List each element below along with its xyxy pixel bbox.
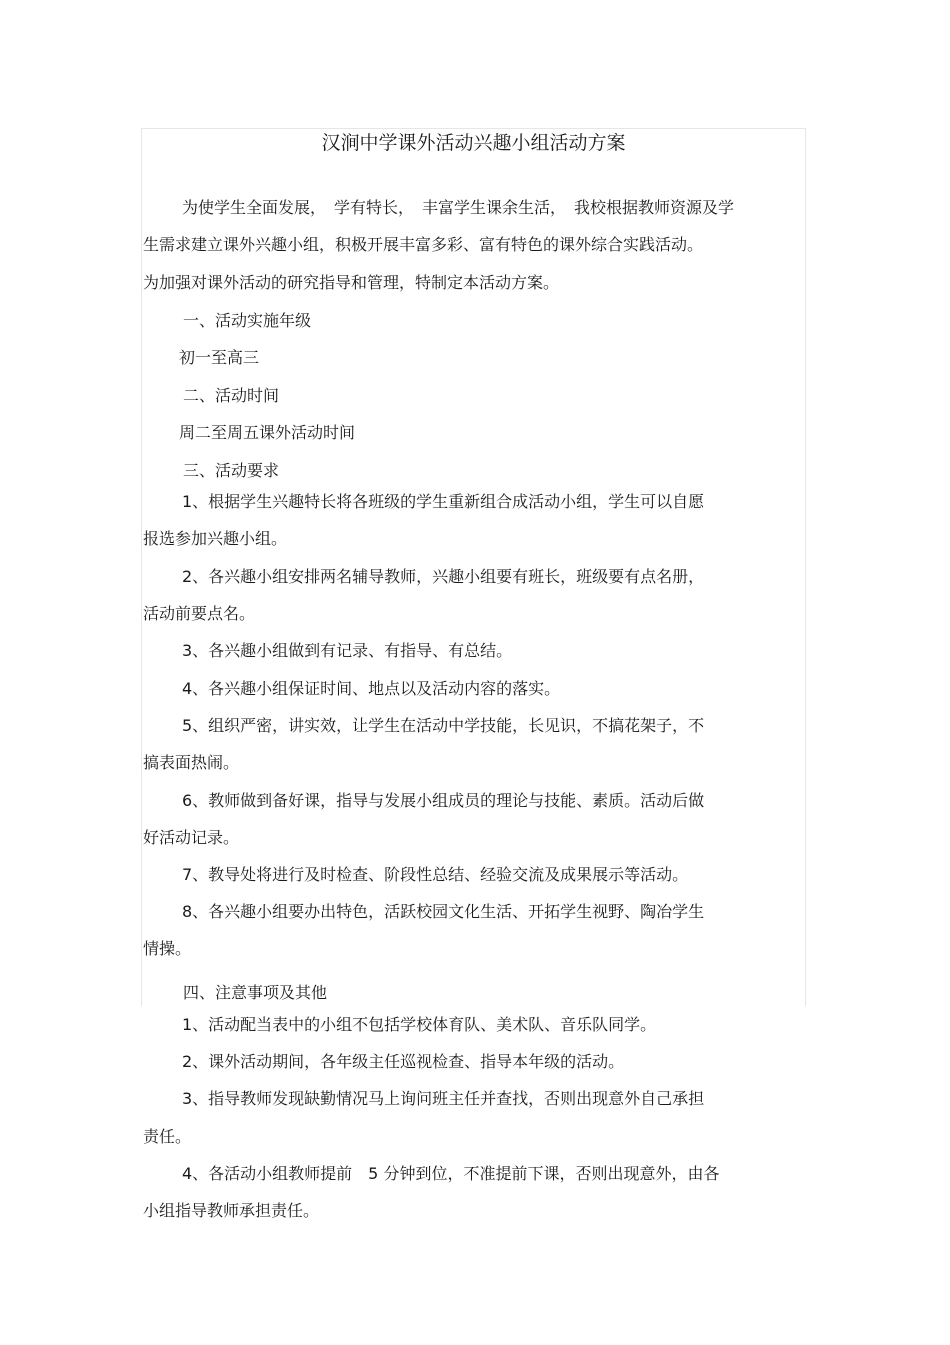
requirement-item-8: 8、各兴趣小组要办出特色，活跃校园文化生活、开拓学生视野、陶冶学生 bbox=[182, 902, 705, 921]
note-item-4: 4、各活动小组教师提前 5 分钟到位，不准提前下课，否则出现意外，由各 bbox=[182, 1164, 720, 1183]
requirement-item-2: 2、各兴趣小组安排两名辅导教师，兴趣小组要有班长，班级要有点名册， bbox=[182, 567, 705, 586]
document-title: 汉涧中学课外活动兴趣小组活动方案 bbox=[321, 132, 626, 154]
requirement-item-4: 4、各兴趣小组保证时间、地点以及活动内容的落实。 bbox=[182, 679, 561, 698]
note-item-3: 3、指导教师发现缺勤情况马上询问班主任并查找，否则出现意外自己承担 bbox=[182, 1089, 705, 1108]
requirement-item-8-cont: 情操。 bbox=[143, 939, 192, 958]
section-heading-2: 二、活动时间 bbox=[183, 386, 280, 405]
note-item-3-cont: 责任。 bbox=[143, 1127, 192, 1146]
requirement-item-2-cont: 活动前要点名。 bbox=[143, 604, 256, 623]
requirement-item-6-cont: 好活动记录。 bbox=[143, 828, 240, 847]
intro-line-3: 为加强对课外活动的研究指导和管理，特制定本活动方案。 bbox=[143, 273, 560, 292]
intro-line-1: 为使学生全面发展， 学有特长， 丰富学生课余生活， 我校根据教师资源及学 bbox=[182, 198, 735, 217]
section-heading-3: 三、活动要求 bbox=[183, 461, 280, 480]
requirement-item-1-cont: 报选参加兴趣小组。 bbox=[143, 529, 288, 548]
section-body-1: 初一至高三 bbox=[179, 348, 260, 367]
requirement-item-7: 7、教导处将进行及时检查、阶段性总结、经验交流及成果展示等活动。 bbox=[182, 865, 689, 884]
note-item-1: 1、活动配当表中的小组不包括学校体育队、美术队、音乐队同学。 bbox=[182, 1015, 657, 1034]
requirement-item-5-cont: 搞表面热闹。 bbox=[143, 753, 240, 772]
section-heading-4: 四、注意事项及其他 bbox=[183, 983, 328, 1002]
section-heading-1: 一、活动实施年级 bbox=[183, 311, 312, 330]
requirement-item-1: 1、根据学生兴趣特长将各班级的学生重新组合成活动小组，学生可以自愿 bbox=[182, 492, 705, 511]
requirement-item-5: 5、组织严密，讲实效，让学生在活动中学技能，长见识，不搞花架子，不 bbox=[182, 716, 705, 735]
requirement-item-6: 6、教师做到备好课，指导与发展小组成员的理论与技能、素质。活动后做 bbox=[182, 791, 705, 810]
intro-line-2: 生需求建立课外兴趣小组，积极开展丰富多彩、富有特色的课外综合实践活动。 bbox=[143, 235, 704, 254]
requirement-item-3: 3、各兴趣小组做到有记录、有指导、有总结。 bbox=[182, 641, 513, 660]
note-item-4-cont: 小组指导教师承担责任。 bbox=[143, 1201, 320, 1220]
section-body-2: 周二至周五课外活动时间 bbox=[179, 423, 356, 442]
note-item-2: 2、课外活动期间，各年级主任巡视检查、指导本年级的活动。 bbox=[182, 1052, 625, 1071]
